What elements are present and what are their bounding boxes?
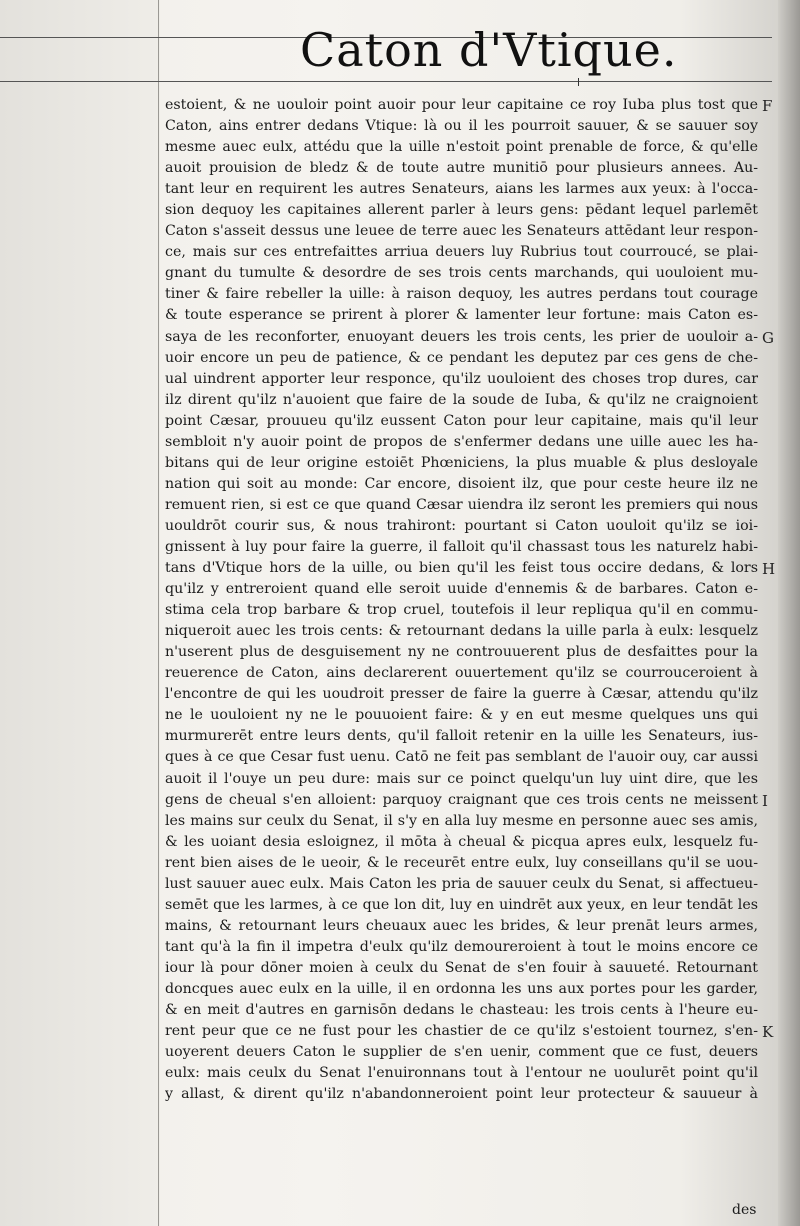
text-line: tant leur en requirent les autres Senateurs, aians les larmes aux yeux: à l'occa- — [165, 181, 758, 198]
text-line: bitans qui de leur origine estoiēt Phœniciens, la plus muable & plus desloyale — [165, 454, 758, 471]
text-line: & les uoiant desia esloignez, il mōta à cheual & picqua apres eulx, lesquelz fu- — [165, 833, 758, 850]
text-line: Caton s'asseit dessus une leuee de terre auec les Senateurs attēdant leur respon- — [165, 223, 758, 240]
margin-marker: H — [762, 560, 776, 579]
text-line: tans d'Vtique hors de la uille, ou bien qu'il les feist tous occire dedans, & lors — [165, 560, 758, 577]
text-line: murmurerēt entre leurs dents, qu'il falloit retenir en la uille les Senateurs, ius- — [165, 728, 758, 745]
text-line: auoit il l'ouye un peu dure: mais sur ce poinct quelqu'un luy uint dire, que les — [165, 770, 758, 787]
margin-rule — [158, 0, 159, 1226]
text-line: n'userent plus de desguisement ny ne controuuerent plus de desfaittes pour la — [165, 644, 758, 661]
text-line: lust sauuer auec eulx. Mais Caton les pria de sauuer ceulx du Senat, si affectueu- — [165, 875, 758, 892]
text-line: uoyerent deuers Caton le supplier de s'en uenir, comment que ce fust, deuers — [165, 1044, 758, 1061]
text-line: remuent rien, si est ce que quand Cæsar uiendra ilz seront les premiers qui nous — [165, 496, 758, 513]
text-line: mesme auec eulx, attédu que la uille n'estoit point prenable de force, & qu'elle — [165, 139, 758, 156]
text-line: ne le uouloient ny ne le pouuoient faire: & y en eut mesme quelques uns qui — [165, 707, 758, 724]
text-line: tant qu'à la fin il impetra d'eulx qu'ilz demoureroient à tout le moins encore ce — [165, 938, 758, 955]
running-head: Caton d'Vtique. — [300, 23, 678, 77]
text-line: gnant du tumulte & desordre de ses trois cents marchands, qui uouloient mu- — [165, 265, 758, 282]
text-line: niqueroit auec les trois cents: & retournant dedans la uille parla à eulx: lesquelz — [165, 623, 758, 640]
catchword: des — [732, 1202, 757, 1218]
text-line: Caton, ains entrer dedans Vtique: là ou il les pourroit sauuer, & se sauuer soy — [165, 118, 758, 135]
text-line: ilz dirent qu'ilz n'auoient que faire de la soude de Iuba, & qu'ilz ne craignoient — [165, 391, 758, 408]
text-line: saya de les reconforter, enuoyant deuers les trois cents, les prier de uouloir a- — [165, 328, 758, 345]
text-line: reuerence de Caton, ains declarerent ouuertement qu'ilz se courrouceroient à — [165, 665, 758, 682]
text-line: les mains sur ceulx du Senat, il s'y en alla luy mesme en personne auec ses amis, — [165, 812, 758, 829]
text-line: rent bien aises de le ueoir, & le receurēt entre eulx, luy conseillans qu'il se uou- — [165, 854, 758, 871]
text-line: gens de cheual s'en alloient: parquoy craignant que ces trois cents ne meissent — [165, 791, 758, 808]
text-line: & en meit d'autres en garnisōn dedans le chasteau: les trois cents à l'heure eu- — [165, 1002, 758, 1019]
text-line: uouldrōt courir sus, & nous trahiront: pourtant si Caton uouloit qu'ilz se ioi- — [165, 517, 758, 534]
margin-marker: I — [762, 791, 768, 810]
margin-marker: G — [762, 328, 774, 347]
page-gutter — [0, 0, 160, 1226]
text-line: qu'ilz y entreroient quand elle seroit uuide d'ennemis & de barbares. Caton e- — [165, 581, 758, 598]
body-text — [165, 95, 758, 1105]
margin-marker: K — [762, 1023, 774, 1042]
text-line: & toute esperance se prirent à plorer & lamenter leur fortune: mais Caton es- — [165, 307, 758, 324]
text-line: doncques auec eulx en la uille, il en ordonna les uns aux portes pour les garder, — [165, 980, 758, 997]
text-line: ce, mais sur ces entrefaittes arriua deuers luy Rubrius tout courroucé, se plai- — [165, 244, 758, 261]
text-line: rent peur que ce ne fust pour les chastier de ce qu'ilz s'estoient tournez, s'en- — [165, 1023, 758, 1040]
header-rule-bottom — [0, 81, 772, 82]
text-line: iour là pour dōner moien à ceulx du Senat de s'en fouir à sauueté. Retournant — [165, 959, 758, 976]
text-line: stima cela trop barbare & trop cruel, toutefois il leur repliqua qu'il en commu- — [165, 602, 758, 619]
text-line: sembloit n'y auoir point de propos de s'enfermer dedans une uille auec les ha- — [165, 433, 758, 450]
text-line: semēt que les larmes, à ce que lon dit, luy en uindrēt aux yeux, en leur tendāt les — [165, 896, 758, 913]
margin-marker: F — [762, 97, 773, 115]
text-line: auoit prouision de bledz & de toute autre munitiō pour plusieurs annees. Au- — [165, 160, 758, 177]
text-line: point Cæsar, prouueu qu'ilz eussent Caton pour leur capitaine, mais qu'il leur — [165, 412, 758, 429]
text-line: ual uindrent apporter leur responce, qu'ilz uouloient des choses trop dures, car — [165, 370, 758, 387]
text-line: l'encontre de qui les uoudroit presser de faire la guerre à Cæsar, attendu qu'ilz — [165, 686, 758, 703]
text-line: mains, & retournant leurs cheuaux auec les brides, & leur prenāt leurs armes, — [165, 917, 758, 934]
text-line: estoient, & ne uouloir point auoir pour leur capitaine ce roy Iuba plus tost que — [165, 97, 758, 113]
text-line: nation qui soit au monde: Car encore, disoient ilz, que pour ceste heure ilz ne — [165, 475, 758, 492]
text-line: y allast, & dirent qu'ilz n'abandonneroient point leur protecteur & sauueur à — [165, 1086, 758, 1103]
text-line: uoir encore un peu de patience, & ce pendant les deputez par ces gens de che- — [165, 349, 758, 366]
text-line: sion dequoy les capitaines allerent parler à leurs gens: pēdant lequel parlemēt — [165, 202, 758, 219]
text-line: ques à ce que Cesar fust uenu. Catō ne feit pas semblant de l'auoir ouy, car aussi — [165, 749, 758, 766]
text-line: tiner & faire rebeller la uille: à raison dequoy, les autres perdans tout courage — [165, 286, 758, 303]
text-line: gnissent à luy pour faire la guerre, il falloit qu'il chassast tous les naturelz habi- — [165, 538, 758, 555]
page-edge-shadow — [778, 0, 800, 1226]
text-line: eulx: mais ceulx du Senat l'enuironnans tout à l'entour ne uoulurēt point qu'il — [165, 1065, 758, 1082]
